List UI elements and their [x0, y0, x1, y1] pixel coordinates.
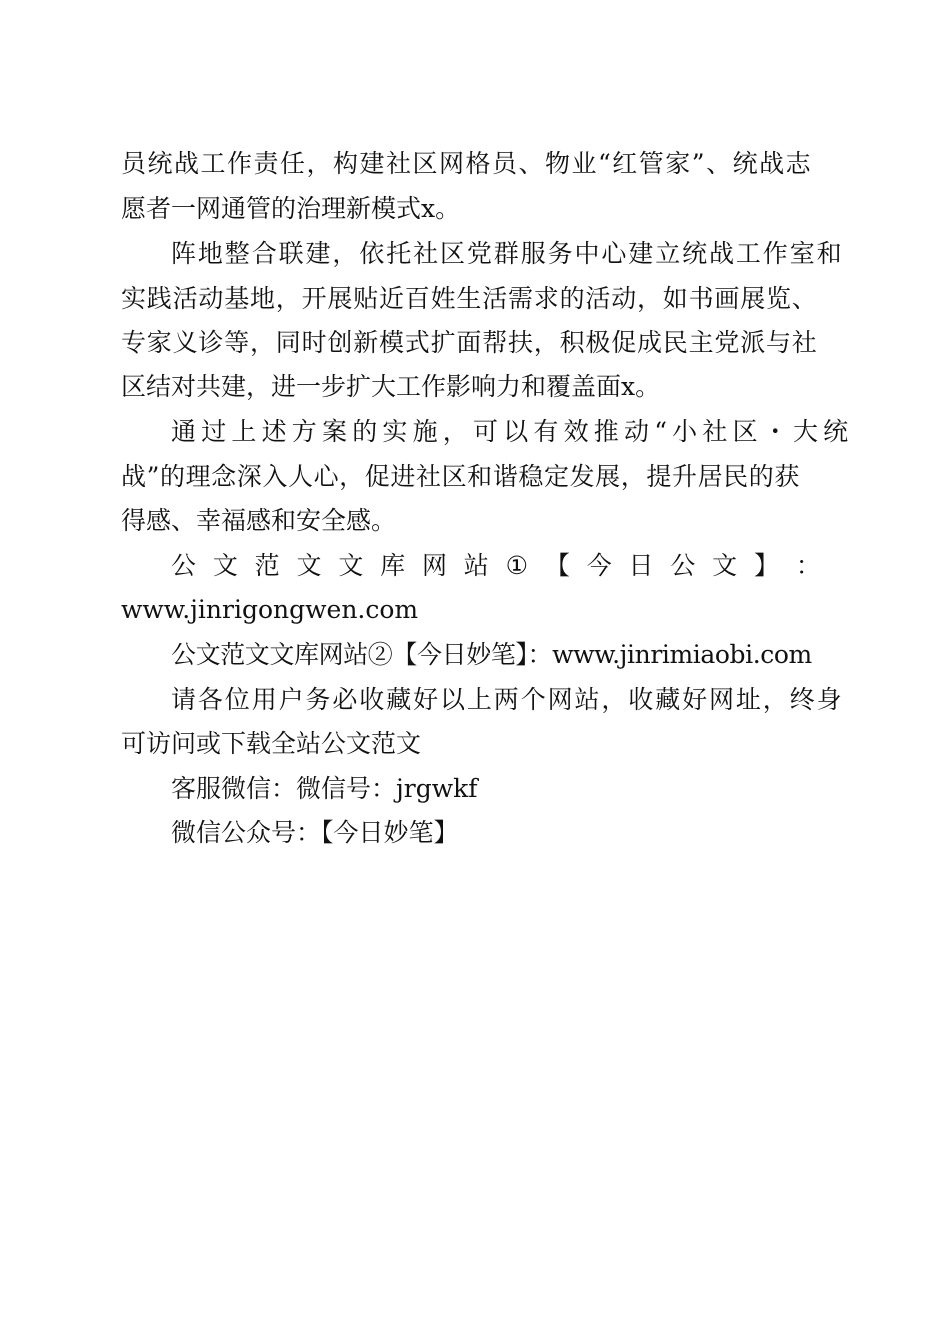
paragraph-3-line-1: 通过上述方案的实施，可以有效推动“小社区・大统 [171, 417, 854, 446]
paragraph-2-line-4: 区结对共建，进一步扩大工作影响力和覆盖面x。 [121, 372, 661, 401]
char: 公 [171, 551, 197, 580]
paragraph-2-line-3: 专家义诊等，同时创新模式扩面帮扶，积极促成民主党派与社 [121, 328, 818, 357]
char: 站 [463, 551, 489, 580]
paragraph-3-line-2: 战”的理念深入人心，促进社区和谐稳定发展，提升居民的获 [121, 462, 800, 491]
footer-notice-line-1: 请各位用户务必收藏好以上两个网站，收藏好网址，终身 [171, 685, 844, 714]
char: 库 [380, 551, 406, 580]
char: 文 [712, 551, 738, 580]
text: 员统战工作责任，构建社区网格员、物业“红管家”、统战志 [121, 149, 813, 178]
footer-official-account: 微信公众号：【今日妙笔】 [171, 818, 459, 847]
char: 【 [544, 551, 570, 580]
char: 范 [254, 551, 280, 580]
char: 文 [338, 551, 364, 580]
char: 文 [212, 551, 238, 580]
char: 日 [628, 551, 654, 580]
char: 今 [586, 551, 612, 580]
footer-site2[interactable]: 公文范文文库网站②【今日妙笔】：www.jinrimiaobi.com [171, 640, 812, 669]
paragraph-2-line-2: 实践活动基地，开展贴近百姓生活需求的活动，如书画展览、 [121, 284, 818, 313]
char: 】 [754, 551, 780, 580]
char: 网 [421, 551, 447, 580]
paragraph-1-line-1 [121, 142, 821, 186]
footer-site1-label [171, 544, 821, 588]
footer-wechat: 客服微信：微信号：jrgwkf [171, 774, 478, 803]
footer-notice-line-2: 可访问或下载全站公文范文 [121, 729, 422, 758]
paragraph-1-line-2: 愿者一网通管的治理新模式x。 [121, 194, 461, 223]
char: 公 [670, 551, 696, 580]
char: ： [795, 551, 821, 580]
paragraph-3-line-3: 得感、幸福感和安全感。 [121, 506, 397, 535]
paragraph-2-line-1: 阵地整合联建，依托社区党群服务中心建立统战工作室和 [171, 239, 844, 268]
char: ① [505, 551, 529, 580]
char: 文 [296, 551, 322, 580]
footer-site1-url[interactable]: www.jinrigongwen.com [121, 595, 419, 624]
